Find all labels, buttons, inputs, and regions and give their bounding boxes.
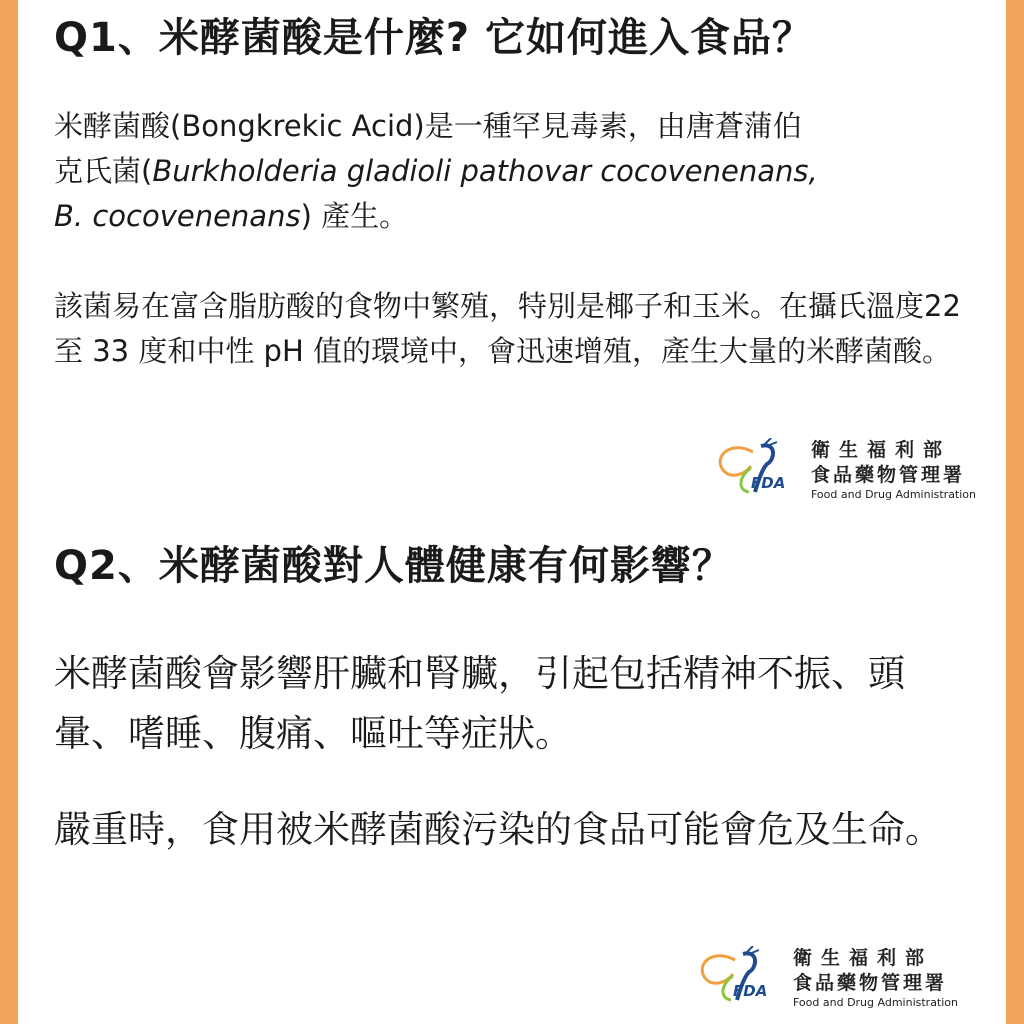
q2-title: Q2、米酵菌酸對人體健康有何影響？ (54, 543, 733, 589)
q1-p1-line3-italic: B. cocovenenans (54, 199, 301, 233)
q2-paragraph-1: 米酵菌酸會影響肝臟和腎臟，引起包括精神不振、頭暈、嗜睡、腹痛、嘔吐等症狀。 (54, 652, 905, 755)
logo-english: Food and Drug Administration (793, 996, 958, 1009)
q1-paragraph-2: 該菌易在富含脂肪酸的食物中繁殖，特別是椰子和玉米。在攝氏溫度22 至 33 度和中性 pH 值的環境中，會迅速增殖，產生大量的米酵菌酸。 (54, 289, 961, 368)
logo-ministry: 衛生福利部 (793, 947, 934, 969)
q1-p1-line2-italic: Burkholderia gladioli pathovar cocovenenans, (152, 154, 818, 188)
logo-agency: 食品藥物管理署 (793, 972, 948, 994)
fda-abbr: FDA (751, 474, 786, 492)
fda-logo-bottom (693, 946, 958, 1010)
q1-title: Q1、米酵菌酸是什麼? 它如何進入食品？ (54, 15, 813, 61)
page (18, 0, 1006, 1024)
logo-agency: 食品藥物管理署 (811, 464, 966, 486)
q1-p1-line1: 米酵菌酸(Bongkrekic Acid)是一種罕見毒素，由唐蒼蒲伯 (54, 109, 802, 143)
q1-p1-line3-suffix: ) 產生。 (300, 199, 409, 233)
fda-abbr: FDA (733, 982, 768, 1000)
q2-paragraph-2: 嚴重時，食用被米酵菌酸污染的食品可能會危及生命。 (54, 808, 942, 851)
logo-ministry: 衛生福利部 (811, 439, 952, 461)
butterfly-logo-icon (711, 438, 811, 502)
q1-paragraph-1 (54, 104, 984, 239)
q1-p1-line2-prefix: 克氏菌( (54, 154, 153, 188)
fda-logo (711, 438, 976, 502)
butterfly-logo-icon (693, 946, 793, 1010)
logo-english: Food and Drug Administration (811, 488, 976, 501)
